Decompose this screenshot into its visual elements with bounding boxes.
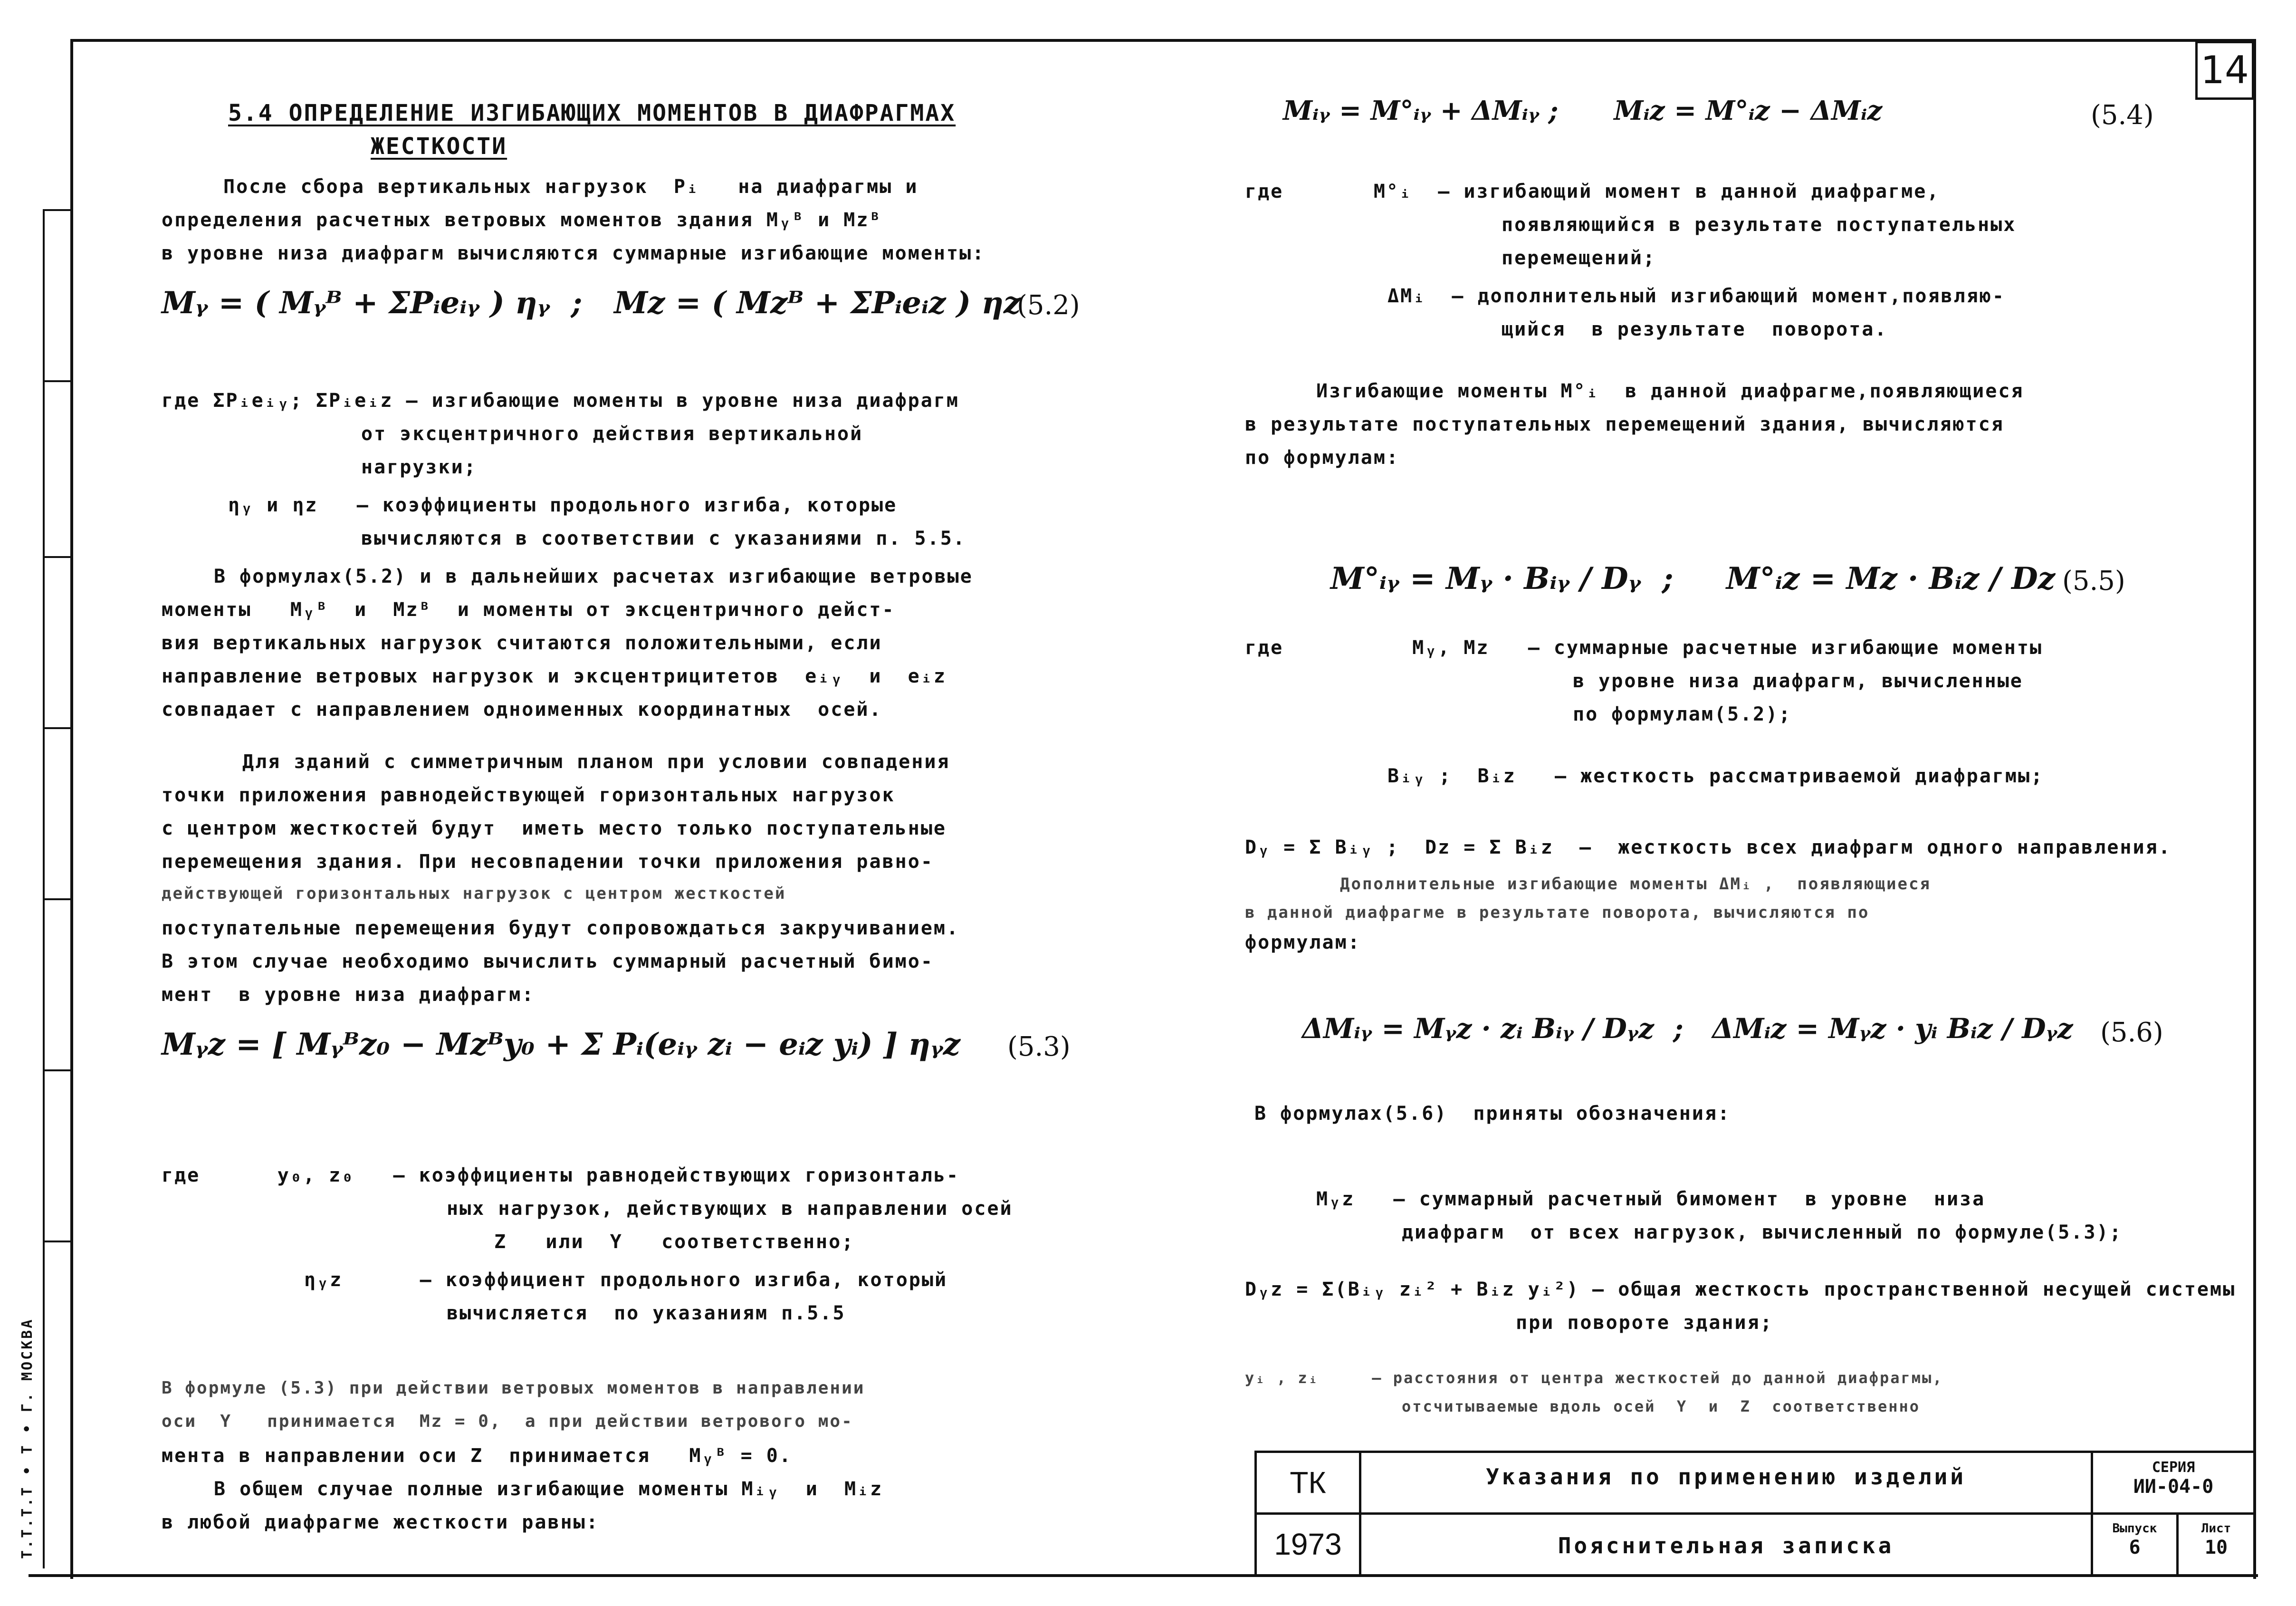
definition-line: щийся в результате поворота. — [1502, 318, 1888, 340]
definition-line: ηᵧz – коэффициент продольного изгиба, который — [304, 1269, 948, 1291]
paragraph-line: После сбора вертикальных нагрузок Pᵢ на диафрагмы и — [223, 176, 918, 198]
title-block-org: ТК — [1257, 1453, 1361, 1515]
paragraph-line: мент в уровне низа диафрагм: — [162, 984, 535, 1006]
definition-line: Bᵢᵧ ; Bᵢz – жесткость рассматриваемой диафрагмы; — [1387, 765, 2044, 787]
paragraph-line: по формулам: — [1245, 447, 1399, 469]
paragraph-line: В формулах(5.2) и в дальнейших расчетах изгибающие ветровые — [214, 566, 973, 587]
definition-line: Dᵧz = Σ(Bᵢᵧ zᵢ² + Bᵢz yᵢ²) – общая жесткость пространственной несущей системы — [1245, 1279, 2236, 1300]
definition-line: ΔMᵢ – дополнительный изгибающий момент,появляю- — [1387, 285, 2005, 307]
definition-line: Mᵧz – суммарный расчетный бимомент в уровне низа — [1316, 1188, 1986, 1210]
equation-number: (5.2) — [1017, 290, 1080, 321]
definition-line: где Mᵧ, Mz – суммарные расчетные изгибающие моменты — [1245, 637, 2043, 659]
paragraph-line: перемещения здания. При несовпадении точки приложения равно- — [162, 851, 934, 873]
paragraph-line: в любой диафрагме жесткости равны: — [162, 1511, 599, 1533]
paragraph-line: В формулах(5.6) приняты обозначения: — [1254, 1103, 1731, 1125]
definition-line: где ΣPᵢeᵢᵧ; ΣPᵢeᵢz – изгибающие моменты в уровне низа диафрагм — [162, 390, 960, 412]
formula-5-3: Mᵧz = [ Mᵧᴮz₀ − Mzᴮy₀ + Σ Pᵢ(eᵢᵧ zᵢ − eᵢz yᵢ) ] ηᵧz — [162, 1027, 960, 1062]
title-block-year: 1973 — [1257, 1515, 1361, 1577]
paragraph-line: Дополнительные изгибающие моменты ΔMᵢ , появляющиеся — [1340, 875, 1931, 894]
definition-line: Z или Y соответственно; — [494, 1231, 855, 1253]
definition-line: yᵢ , zᵢ – расстояния от центра жесткостей до данной диафрагмы, — [1245, 1369, 1943, 1387]
paragraph-line: в данной диафрагме в результате поворота, вычисляются по — [1245, 903, 1870, 922]
paragraph-line: точки приложения равнодействующей горизонтальных нагрузок — [162, 784, 895, 806]
side-stamp-text: Т.Т.Т.Т • Т • Г. МОСКВА — [19, 1317, 36, 1559]
paragraph-line: в уровне низа диафрагм вычисляются суммарные изгибающие моменты: — [162, 242, 985, 264]
page-number: 14 — [2195, 41, 2254, 100]
definition-line: по формулам(5.2); — [1573, 703, 1792, 725]
title-block-issue — [2093, 1515, 2179, 1577]
strip-tick — [43, 209, 72, 211]
series-value: ИИ-04-0 — [2133, 1476, 2214, 1498]
definition-line: появляющийся в результате поступательных — [1502, 214, 2017, 236]
title-block — [1254, 1451, 2256, 1576]
definition-line: ных нагрузок, действующих в направлении осей — [447, 1198, 1013, 1220]
paragraph-line: в результате поступательных перемещений здания, вычисляются — [1245, 414, 2004, 435]
definition-line: где M°ᵢ – изгибающий момент в данной диафрагме, — [1245, 181, 1940, 202]
paragraph-line: с центром жесткостей будут иметь место только поступательные — [162, 817, 947, 839]
paragraph-line: формулам: — [1245, 932, 1361, 953]
strip-tick — [43, 1241, 72, 1242]
formula-5-5: M°ᵢᵧ = Mᵧ · Bᵢᵧ / Dᵧ ; M°ᵢz = Mz · Bᵢz / Dz — [1330, 561, 2056, 596]
sheet-border — [70, 39, 2256, 1579]
definition-line: нагрузки; — [361, 456, 477, 478]
issue-value: 6 — [2129, 1537, 2141, 1558]
paragraph-line: определения расчетных ветровых моментов здания Mᵧᴮ и Mzᴮ — [162, 209, 882, 231]
paragraph-line: совпадает с направлением одноименных координатных осей. — [162, 699, 882, 721]
paragraph-line: В общем случае полные изгибающие моменты Mᵢᵧ и Mᵢz — [214, 1478, 883, 1500]
formula-5-4: Mᵢᵧ = M°ᵢᵧ + ΔMᵢᵧ ; Mᵢz = M°ᵢz − ΔMᵢz — [1283, 95, 1883, 126]
equation-number: (5.3) — [1007, 1031, 1071, 1062]
paragraph-line: поступательные перемещения будут сопровождаться закручиванием. — [162, 917, 960, 939]
sheet-value: 10 — [2204, 1537, 2228, 1558]
definition-line: от эксцентричного действия вертикальной — [361, 423, 863, 445]
formula-5-6: ΔMᵢᵧ = Mᵧz · zᵢ Bᵢᵧ / Dᵧz ; ΔMᵢz = Mᵧz · yᵢ Bᵢz / Dᵧz — [1302, 1012, 2073, 1045]
strip-tick — [43, 1069, 72, 1071]
title-block-title: Указания по применению изделий — [1361, 1453, 2093, 1515]
definition-line: Dᵧ = Σ Bᵢᵧ ; Dz = Σ Bᵢz – жесткость всех диафрагм одного направления. — [1245, 837, 2172, 858]
definition-line: где y₀, z₀ – коэффициенты равнодействующих горизонталь- — [162, 1164, 960, 1186]
paragraph-line: Для зданий с симметричным планом при условии совпадения — [242, 751, 950, 773]
strip-tick — [43, 898, 72, 900]
equation-number: (5.4) — [2091, 100, 2154, 131]
paragraph-line: мента в направлении оси Z принимается Mᵧᴮ = 0. — [162, 1445, 792, 1467]
strip-tick — [43, 727, 72, 729]
paragraph-line: действующей горизонтальных нагрузок с центром жесткостей — [162, 884, 786, 903]
section-heading-cont: ЖЕСТКОСТИ — [371, 133, 507, 160]
sheet-label: Лист — [2201, 1521, 2231, 1536]
title-block-subtitle: Пояснительная записка — [1361, 1515, 2093, 1577]
definition-line: вычисляется по указаниям п.5.5 — [447, 1302, 846, 1324]
paragraph-line: Изгибающие моменты M°ᵢ в данной диафрагме,появляющиеся — [1316, 380, 2024, 402]
paragraph-line: В этом случае необходимо вычислить суммарный расчетный бимо- — [162, 951, 934, 972]
paragraph-line: оси Y принимается Mz = 0, а при действии ветрового мо- — [162, 1412, 853, 1431]
strip-tick — [43, 556, 72, 558]
paragraph-line: В формуле (5.3) при действии ветровых моментов в направлении — [162, 1378, 865, 1398]
definition-line: диафрагм от всех нагрузок, вычисленный по формуле(5.3); — [1402, 1221, 2123, 1243]
definition-line: в уровне низа диафрагм, вычисленные — [1573, 670, 2023, 692]
title-block-sheet — [2179, 1515, 2256, 1577]
equation-number: (5.6) — [2100, 1017, 2163, 1048]
definition-line: при повороте здания; — [1516, 1312, 1773, 1334]
definition-line: ηᵧ и ηz – коэффициенты продольного изгиба, которые — [228, 494, 898, 516]
equation-number: (5.5) — [2062, 566, 2125, 596]
issue-label: Выпуск — [2112, 1521, 2157, 1536]
formula-5-2: Mᵧ = ( Mᵧᴮ + ΣPᵢeᵢᵧ ) ηᵧ ; Mz = ( Mzᴮ + ΣPᵢeᵢz ) ηz — [162, 285, 1021, 321]
title-block-series — [2093, 1453, 2256, 1515]
paragraph-line: вия вертикальных нагрузок считаются положительными, если — [162, 632, 882, 654]
paragraph-line: моменты Mᵧᴮ и Mzᴮ и моменты от эксцентричного дейст- — [162, 599, 895, 621]
strip-tick — [43, 380, 72, 382]
definition-line: отсчитываемые вдоль осей Y и Z соответственно — [1402, 1397, 1921, 1415]
definition-line: перемещений; — [1502, 247, 1656, 269]
paragraph-line: направление ветровых нагрузок и эксцентрицитетов eᵢᵧ и eᵢz — [162, 665, 947, 687]
series-label: СЕРИЯ — [2152, 1459, 2195, 1476]
definition-line: вычисляются в соответствии с указаниями п. 5.5. — [361, 528, 966, 549]
section-heading: 5.4 ОПРЕДЕЛЕНИЕ ИЗГИБАЮЩИХ МОМЕНТОВ В ДИАФРАГМАХ — [228, 100, 956, 126]
